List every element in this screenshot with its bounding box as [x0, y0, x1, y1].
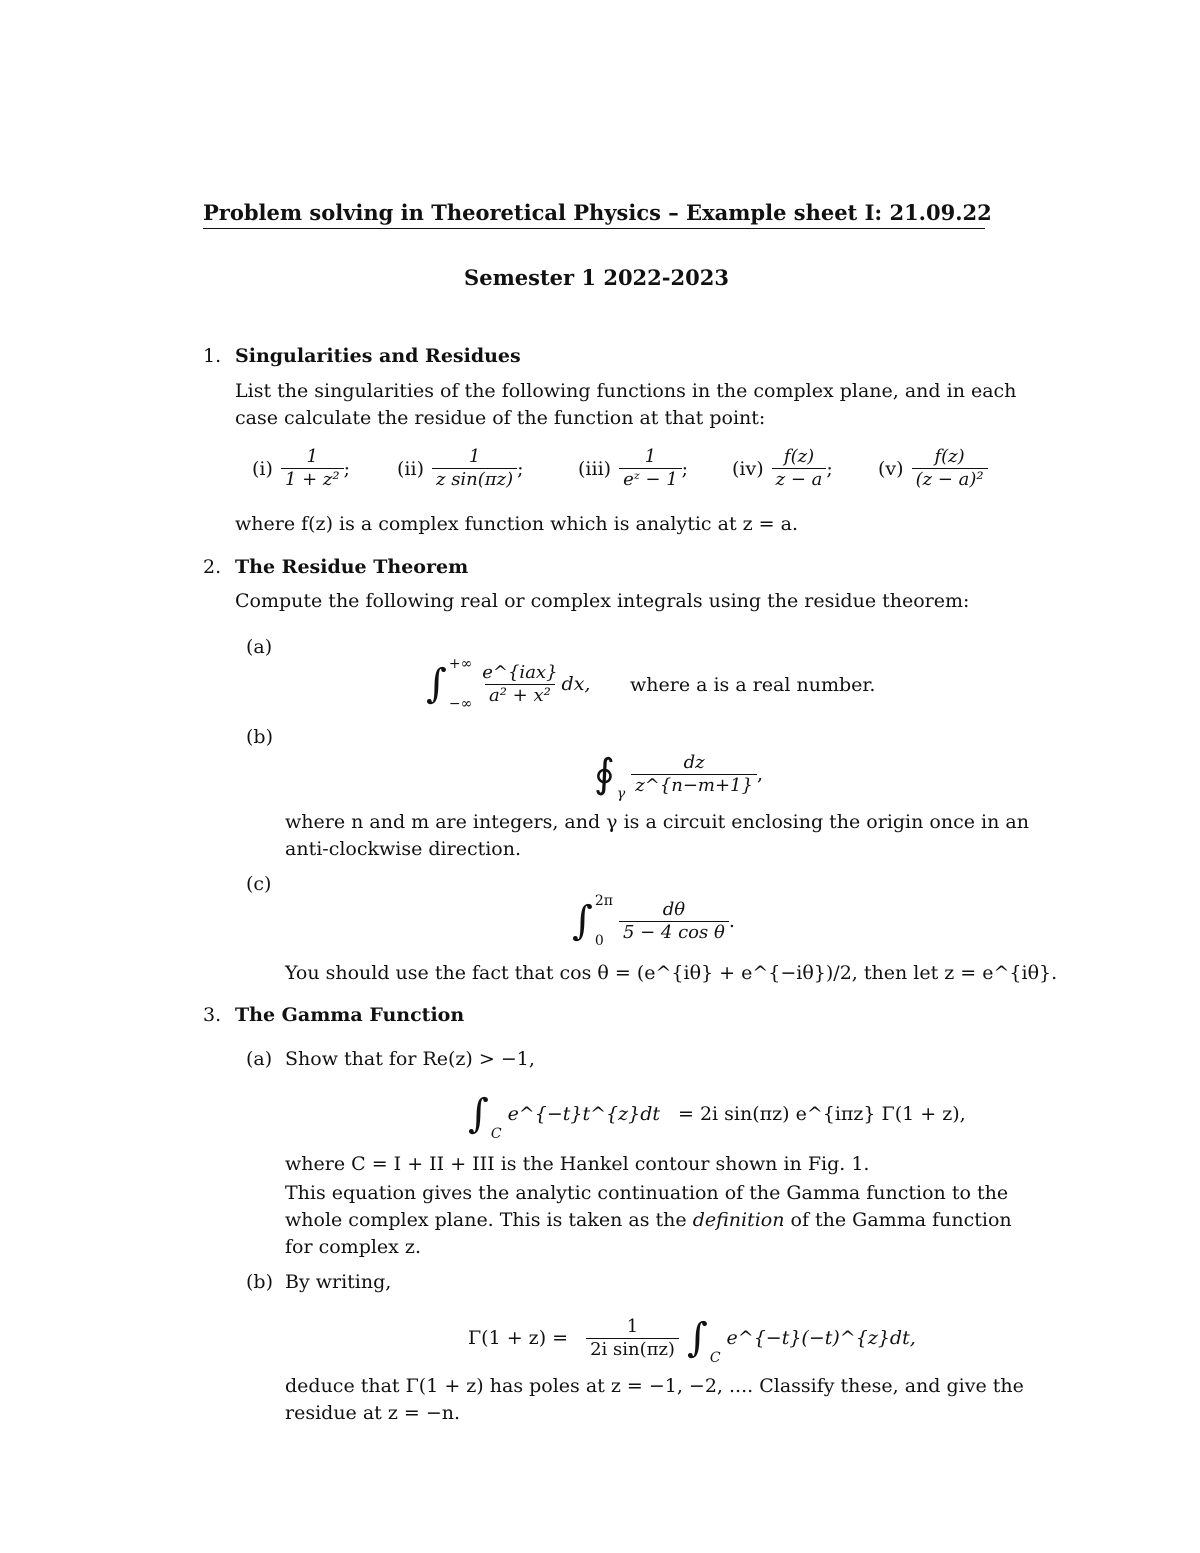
section-1-heading: Singularities and Residues: [235, 345, 521, 367]
integral-2a-numerator: e^{iax}: [482, 661, 558, 683]
page-subtitle: Semester 1 2022-2023: [464, 265, 729, 290]
integral-2a-denominator: a² + x²: [485, 684, 555, 707]
function-v: [878, 446, 988, 491]
function-iv-fraction: [772, 446, 827, 491]
equation-3b-numerator: 1: [626, 1315, 639, 1337]
section-3-heading: The Gamma Function: [235, 1004, 465, 1026]
part-3b-line1: deduce that Γ(1 + z) has poles at z = −1, −2, .... Classify these, and give the: [285, 1375, 1024, 1397]
integral-2c-fraction: [619, 899, 729, 944]
equation-3a-rhs: = 2i sin(πz) e^{iπz} Γ(1 + z),: [678, 1103, 966, 1125]
part-3a-line3-post: of the Gamma function: [784, 1209, 1012, 1231]
integral-2b: [594, 746, 763, 802]
equation-3b-fraction: [586, 1316, 679, 1361]
part-3a-line2: This equation gives the analytic continuation of the Gamma function to the: [285, 1182, 1009, 1204]
part-2c-label: (c): [246, 873, 272, 895]
part-3a-line4: for complex z.: [285, 1236, 421, 1258]
integral-sign: ∫: [426, 661, 447, 707]
integral-2a-tail: dx,: [561, 673, 591, 695]
integral-2a-fraction: [478, 662, 561, 707]
part-2a-label: (a): [246, 636, 273, 658]
integral-2b-note-line1: where n and m are integers, and γ is a circuit enclosing the origin once in an: [285, 811, 1029, 833]
part-3a-line1: where C = I + II + III is the Hankel contour shown in Fig. 1.: [285, 1153, 870, 1175]
function-i-label: (i): [252, 457, 273, 480]
equation-3b-sub: C: [709, 1350, 721, 1366]
integral-2a-note: where a is a real number.: [630, 674, 876, 696]
integral-sign: ∫: [572, 898, 593, 944]
function-iii-fraction: [619, 446, 682, 491]
function-ii: (ii) $\frac{1}{\text{z sin(πz)}}$ ;: [397, 446, 524, 490]
section-1-after: where f(z) is a complex function which is analytic at z = a.: [235, 513, 798, 535]
integral-2c-lower: 0: [594, 933, 604, 949]
integral-2a-lower: −∞: [448, 696, 473, 712]
section-1-number: 1.: [203, 345, 222, 367]
integral-2c: [572, 893, 735, 949]
integral-2c-tail: .: [728, 910, 735, 932]
equation-3b-lhs: Γ(1 + z) =: [468, 1327, 569, 1349]
equation-3b-limits: [710, 1310, 721, 1366]
integral-sign: ∫: [686, 1315, 708, 1361]
integral-2c-note: You should use the fact that cos θ = (e^{iθ} + e^{−iθ})/2, then let z = e^{iθ}.: [285, 962, 1058, 984]
part-3a-line3-pre: whole complex plane. This is taken as the: [285, 1209, 693, 1231]
function-iii-denominator: eᶻ − 1: [619, 468, 682, 491]
integral-2b-denominator: z^{n−m+1}: [631, 774, 757, 797]
integral-2a-upper: +∞: [448, 656, 473, 672]
function-iv: (iv) $\frac{f(z)}{z - a}$ ;: [732, 446, 833, 490]
integral-2b-fraction: [631, 752, 757, 797]
equation-3a-lhs: e^{−t}t^{z}dt: [507, 1103, 660, 1125]
part-3b-label: (b): [246, 1271, 273, 1293]
function-i: (i) $\frac{1}{\text{1 + z²}}$ ;: [252, 446, 350, 490]
function-v-denominator: (z − a)²: [912, 468, 988, 491]
page-title: Problem solving in Theoretical Physics – Example sheet I: 21.09.22: [203, 200, 985, 229]
section-2-intro: Compute the following real or complex integrals using the residue theorem:: [235, 590, 970, 612]
integral-2a: [426, 656, 590, 712]
integral-2b-numerator: dz: [683, 751, 705, 773]
function-i-denominator: 1 + z²: [281, 468, 344, 491]
equation-3a-sub: C: [490, 1126, 502, 1142]
function-i-numerator: 1: [306, 446, 318, 467]
section-1-intro-line2: case calculate the residue of the function at that point:: [235, 407, 766, 429]
function-iii-numerator: 1: [644, 446, 657, 467]
function-iv-numerator: f(z): [783, 446, 815, 467]
integral-sign: ∫: [468, 1091, 489, 1137]
function-ii-label: (ii): [397, 457, 424, 480]
function-ii-numerator: 1: [468, 446, 481, 467]
function-v-label: (v): [878, 457, 904, 480]
equation-3b-rhs: e^{−t}(−t)^{z}dt,: [726, 1327, 916, 1349]
part-2b-label: (b): [246, 726, 273, 748]
equation-3a: [468, 1086, 966, 1142]
part-3a-label: (a): [246, 1048, 273, 1070]
function-iv-label: (iv): [732, 457, 764, 480]
equation-3b: [468, 1310, 916, 1366]
function-v-numerator: f(z): [934, 446, 965, 467]
section-2-heading: The Residue Theorem: [235, 556, 469, 578]
integral-2c-numerator: dθ: [662, 898, 686, 920]
integral-2c-limits: [595, 893, 613, 949]
integral-2b-tail: ,: [756, 763, 764, 785]
equation-3a-limits: [491, 1086, 502, 1142]
integral-2c-denominator: 5 − 4 cos θ: [619, 921, 729, 944]
integral-2b-note-line2: anti-clockwise direction.: [285, 838, 522, 860]
equation-3b-denominator: 2i sin(πz): [586, 1338, 679, 1361]
integral-2c-upper: 2π: [594, 893, 613, 909]
part-3b-line2: residue at z = −n.: [285, 1402, 461, 1424]
contour-integral-sign: ∮: [594, 751, 615, 797]
part-3b-intro: By writing,: [285, 1271, 392, 1293]
function-v-fraction: [912, 446, 988, 491]
integral-2b-limits: [617, 746, 625, 802]
part-3a-line3-em: definition: [692, 1209, 785, 1231]
function-iv-denominator: z − a: [772, 468, 827, 491]
integral-2a-limits: [449, 656, 472, 712]
function-ii-fraction: [432, 446, 517, 491]
function-i-fraction: [281, 446, 344, 491]
part-3a-line3: [285, 1207, 1012, 1234]
section-3-number: 3.: [203, 1004, 222, 1026]
function-iii: (iii) $\frac{1}{\text{eᶻ − 1}}$ ;: [578, 446, 689, 490]
function-ii-denominator: z sin(πz): [432, 468, 517, 491]
part-3a-intro: Show that for Re(z) > −1,: [285, 1048, 535, 1070]
integral-2b-sub: γ: [616, 786, 626, 802]
function-iii-label: (iii): [578, 457, 612, 480]
section-2-number: 2.: [203, 556, 222, 578]
section-1-intro-line1: List the singularities of the following functions in the complex plane, and in each: [235, 380, 1017, 402]
